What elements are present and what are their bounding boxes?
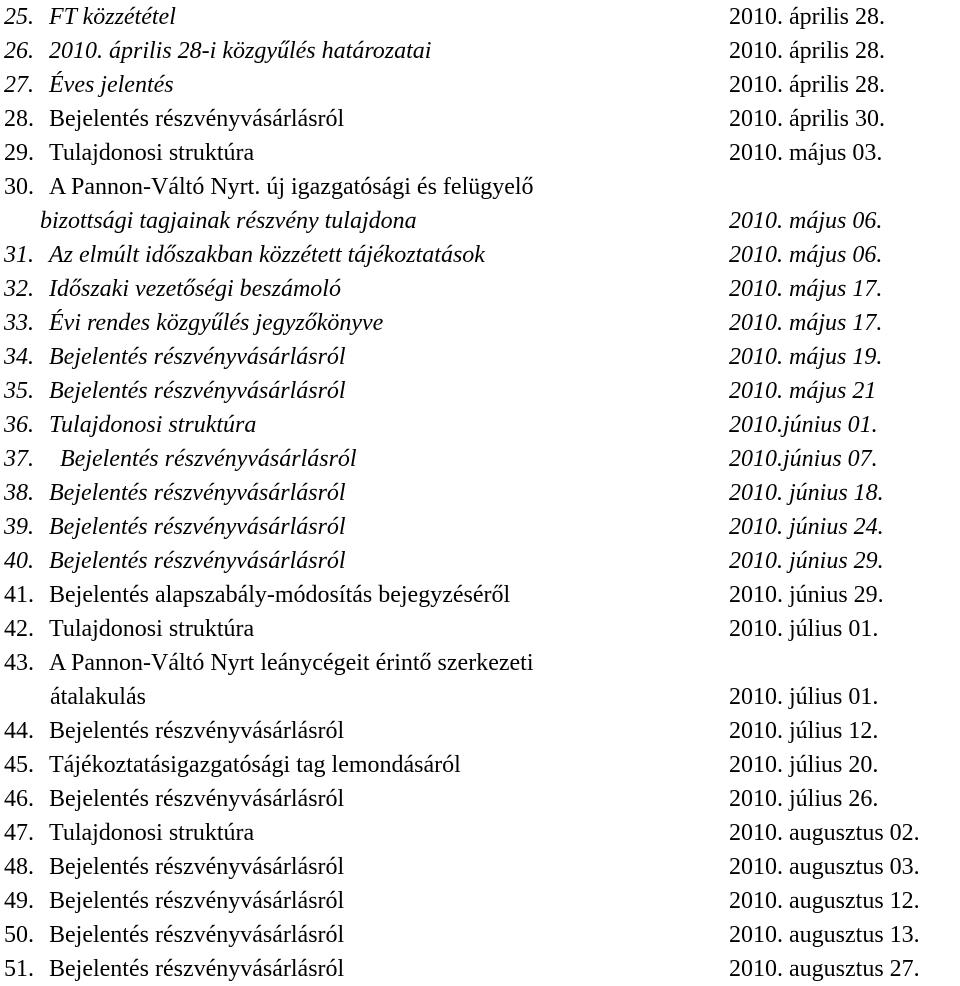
list-item xyxy=(0,34,960,68)
item-title: Bejelentés alapszabály-módosítás bejegyzéséről xyxy=(49,582,511,608)
item-title: A Pannon-Váltó Nyrt leánycégeit érintő szerkezeti xyxy=(49,650,534,676)
item-number: 46. xyxy=(4,786,34,812)
item-number: 39. xyxy=(4,514,34,540)
item-date: 2010.június 01. xyxy=(729,412,878,438)
item-number: 32. xyxy=(4,276,34,302)
item-date: 2010. augusztus 03. xyxy=(729,854,920,880)
item-date: 2010.június 07. xyxy=(729,446,878,472)
item-title: Időszaki vezetőségi beszámoló xyxy=(49,276,341,302)
list-item xyxy=(0,748,960,782)
item-number: 42. xyxy=(4,616,34,642)
list-item xyxy=(0,782,960,816)
item-number: 26. xyxy=(4,38,34,64)
item-number: 50. xyxy=(4,922,34,948)
item-number: 27. xyxy=(4,72,34,98)
item-number: 40. xyxy=(4,548,34,574)
item-date: 2010. augusztus 02. xyxy=(729,820,920,846)
item-date: 2010. május 06. xyxy=(729,242,883,268)
item-date: 2010. május 06. xyxy=(729,208,883,234)
item-date: 2010. május 17. xyxy=(729,276,883,302)
item-title: Bejelentés részvényvásárlásról xyxy=(49,514,346,540)
item-title-continued: átalakulás xyxy=(50,684,146,710)
list-item xyxy=(0,374,960,408)
list-item xyxy=(0,816,960,850)
list-item xyxy=(0,0,960,34)
list-item xyxy=(0,612,960,646)
item-number: 41. xyxy=(4,582,34,608)
item-title: Tájékoztatásigazgatósági tag lemondásáról xyxy=(49,752,461,778)
item-title: Évi rendes közgyűlés jegyzőkönyve xyxy=(49,310,384,336)
item-number: 38. xyxy=(4,480,34,506)
item-date: 2010. július 01. xyxy=(729,616,879,642)
item-number: 28. xyxy=(4,106,34,132)
item-date: 2010. június 29. xyxy=(729,548,884,574)
list-item xyxy=(0,442,960,476)
item-date: 2010. július 01. xyxy=(729,684,879,710)
item-date: 2010. május 21 xyxy=(729,378,877,404)
list-item xyxy=(0,884,960,918)
item-title: Tulajdonosi struktúra xyxy=(49,820,255,846)
list-item xyxy=(0,952,960,986)
list-item xyxy=(0,646,960,714)
item-number: 29. xyxy=(4,140,34,166)
item-title: Bejelentés részvényvásárlásról xyxy=(49,718,345,744)
item-title: Bejelentés részvényvásárlásról xyxy=(49,378,346,404)
list-item xyxy=(0,306,960,340)
item-title: Bejelentés részvényvásárlásról xyxy=(49,480,346,506)
item-number: 31. xyxy=(4,242,34,268)
item-number: 34. xyxy=(4,344,34,370)
list-item xyxy=(0,272,960,306)
item-number: 49. xyxy=(4,888,34,914)
list-item xyxy=(0,510,960,544)
item-number: 25. xyxy=(4,4,34,30)
list-item xyxy=(0,102,960,136)
item-date: 2010. április 28. xyxy=(729,4,885,30)
item-title: 2010. április 28-i közgyűlés határozatai xyxy=(49,38,432,64)
item-title: Bejelentés részvényvásárlásról xyxy=(49,854,345,880)
item-title: Éves jelentés xyxy=(49,72,174,98)
list-item xyxy=(0,714,960,748)
list-item xyxy=(0,408,960,442)
list-item xyxy=(0,170,960,238)
list-item xyxy=(0,68,960,102)
item-date: 2010. augusztus 12. xyxy=(729,888,920,914)
item-title: Az elmúlt időszakban közzétett tájékoztatások xyxy=(49,242,485,268)
list-item xyxy=(0,918,960,952)
item-date: 2010. május 19. xyxy=(729,344,883,370)
item-title: FT közzététel xyxy=(49,4,176,30)
item-date: 2010. április 28. xyxy=(729,38,885,64)
item-title: Bejelentés részvényvásárlásról xyxy=(49,922,345,948)
item-title: Bejelentés részvényvásárlásról xyxy=(60,446,357,472)
item-date: 2010. június 24. xyxy=(729,514,884,540)
list-item xyxy=(0,578,960,612)
item-title: Bejelentés részvényvásárlásról xyxy=(49,548,346,574)
list-item xyxy=(0,340,960,374)
item-number: 51. xyxy=(4,956,34,982)
item-title-continued: bizottsági tagjainak részvény tulajdona xyxy=(40,208,417,234)
item-title: Bejelentés részvényvásárlásról xyxy=(49,106,345,132)
item-title: Bejelentés részvényvásárlásról xyxy=(49,888,345,914)
item-date: 2010. július 26. xyxy=(729,786,879,812)
item-number: 37. xyxy=(4,446,34,472)
item-title: Tulajdonosi struktúra xyxy=(49,412,257,438)
item-date: 2010. április 30. xyxy=(729,106,885,132)
item-date: 2010. augusztus 27. xyxy=(729,956,920,982)
list-item xyxy=(0,544,960,578)
item-date: 2010. augusztus 13. xyxy=(729,922,920,948)
item-number: 47. xyxy=(4,820,34,846)
item-number: 48. xyxy=(4,854,34,880)
item-date: 2010. május 03. xyxy=(729,140,883,166)
item-date: 2010. május 17. xyxy=(729,310,883,336)
item-number: 30. xyxy=(4,174,34,200)
item-title: Bejelentés részvényvásárlásról xyxy=(49,956,345,982)
item-date: 2010. július 12. xyxy=(729,718,879,744)
item-number: 45. xyxy=(4,752,34,778)
list-item xyxy=(0,238,960,272)
item-title: Tulajdonosi struktúra xyxy=(49,140,255,166)
item-date: 2010. június 18. xyxy=(729,480,884,506)
item-number: 44. xyxy=(4,718,34,744)
item-number: 43. xyxy=(4,650,34,676)
item-number: 33. xyxy=(4,310,34,336)
item-date: 2010. július 20. xyxy=(729,752,879,778)
list-item xyxy=(0,136,960,170)
item-title: Bejelentés részvényvásárlásról xyxy=(49,344,346,370)
item-date: 2010. április 28. xyxy=(729,72,885,98)
list-item xyxy=(0,850,960,884)
item-number: 36. xyxy=(4,412,34,438)
list-item xyxy=(0,476,960,510)
item-title: Bejelentés részvényvásárlásról xyxy=(49,786,345,812)
item-title: A Pannon-Váltó Nyrt. új igazgatósági és felügyelő xyxy=(49,174,534,200)
item-title: Tulajdonosi struktúra xyxy=(49,616,255,642)
item-number: 35. xyxy=(4,378,34,404)
item-date: 2010. június 29. xyxy=(729,582,884,608)
